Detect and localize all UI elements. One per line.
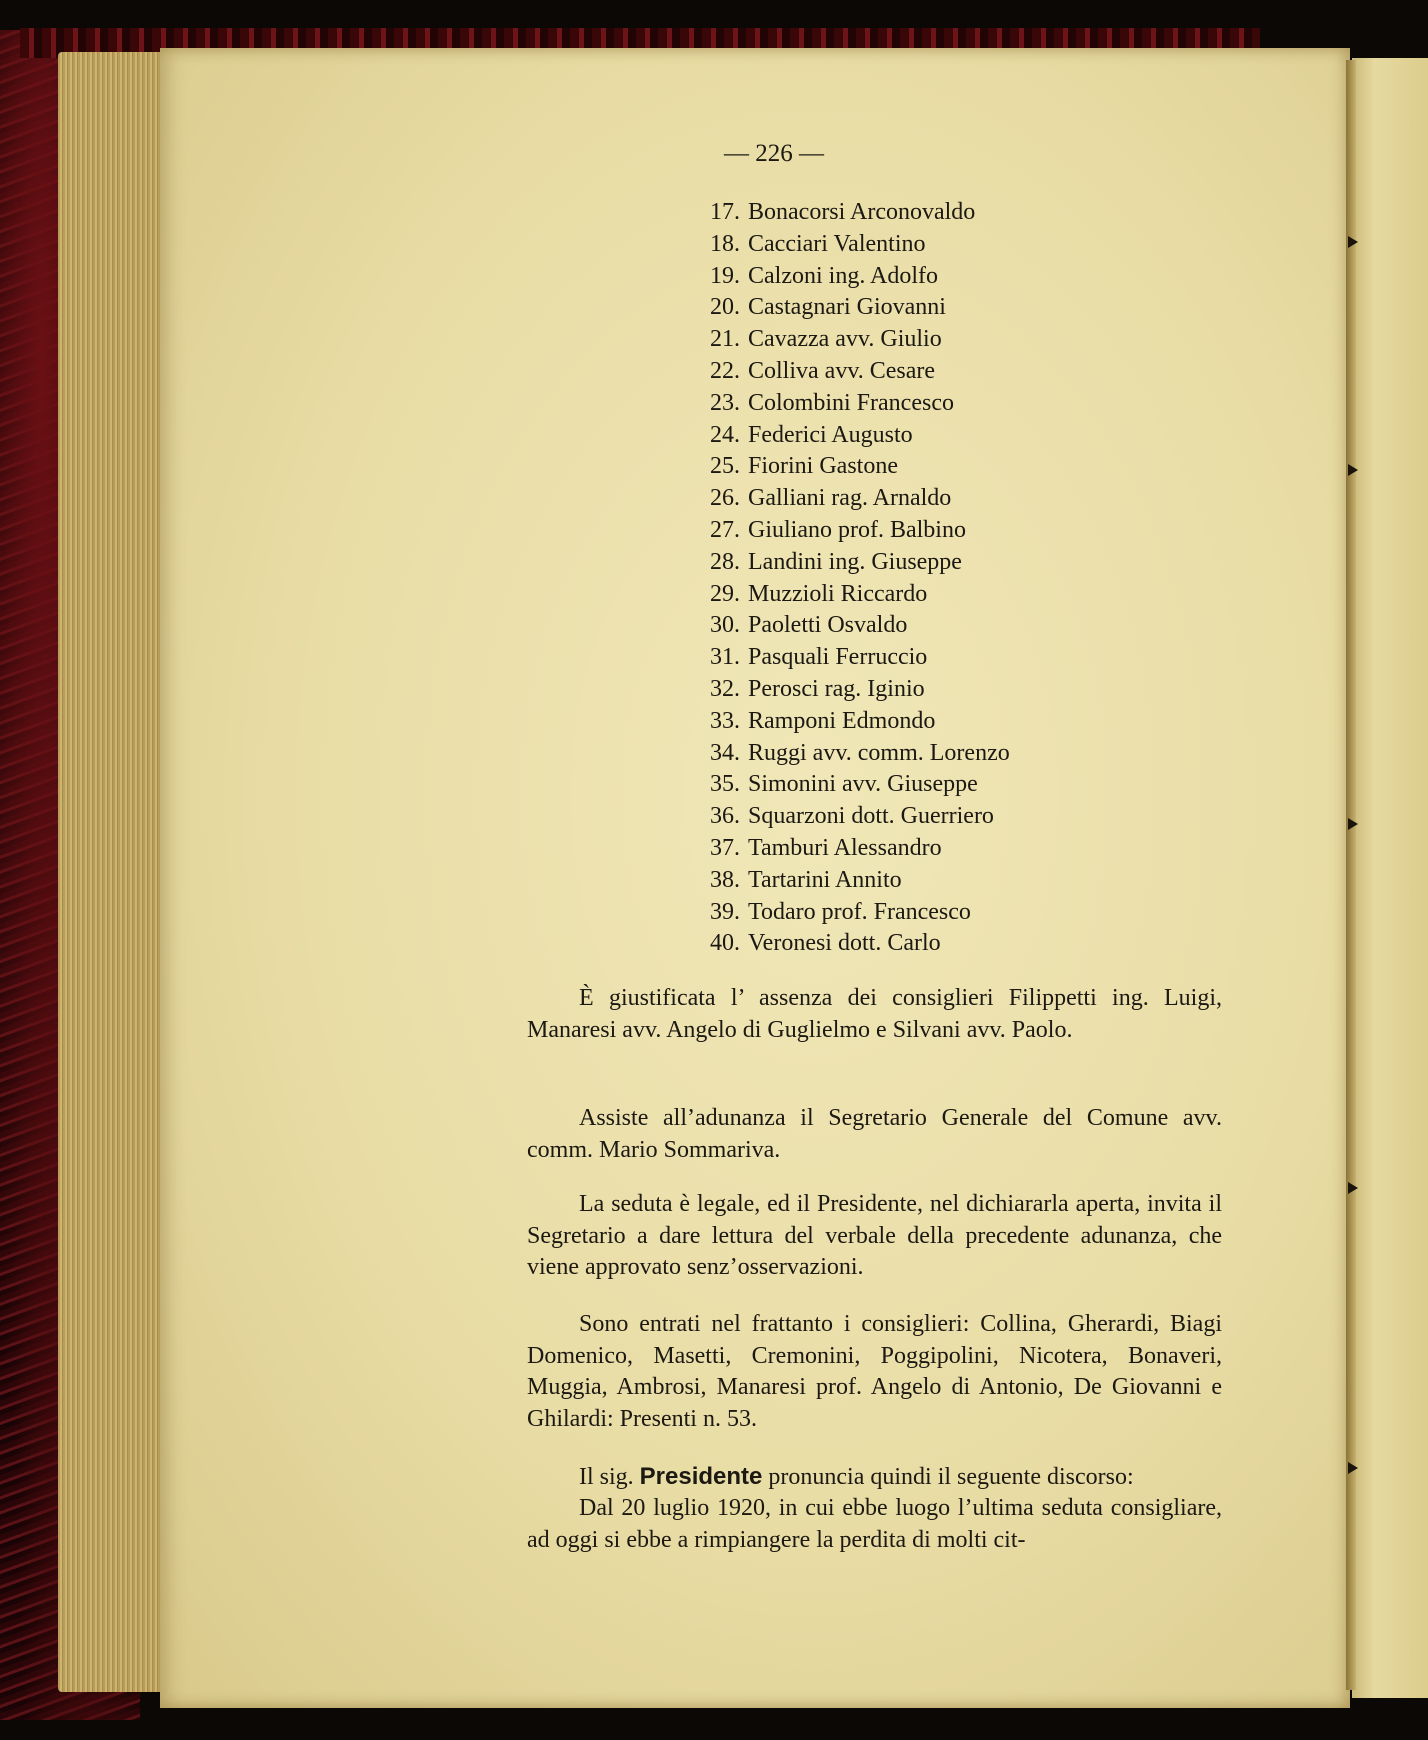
member-name: Colombini Francesco bbox=[748, 389, 954, 416]
entered-paragraph: Sono entrati nel frattanto i consiglieri: Collina, Gherardi, Biagi Domenico, Masetti, Cremonini, Poggipolini, Nicotera, Bonaveri, Muggia, Ambrosi, Manaresi prof. Angelo di Antonio, De Giovanni e Ghilardi: Presenti n. 53. bbox=[527, 1311, 1222, 1432]
member-item bbox=[690, 769, 1010, 801]
member-name: Landini ing. Giuseppe bbox=[748, 548, 962, 575]
member-name: Federici Augusto bbox=[748, 421, 913, 448]
member-number: 19. bbox=[710, 262, 740, 289]
member-item bbox=[690, 579, 1010, 611]
member-item bbox=[690, 292, 1010, 324]
page-tab-marker bbox=[1348, 236, 1358, 248]
member-name: Squarzoni dott. Guerriero bbox=[748, 803, 994, 830]
member-number: 17. bbox=[710, 199, 740, 225]
member-number: 35. bbox=[710, 771, 740, 798]
member-name: Ruggi avv. comm. Lorenzo bbox=[748, 739, 1010, 766]
speech-intro-post: pronuncia quindi il seguente discorso: bbox=[768, 1464, 1134, 1490]
member-item bbox=[690, 738, 1010, 770]
member-number: 27. bbox=[710, 516, 740, 543]
member-name: Bonacorsi Arconovaldo bbox=[748, 199, 976, 225]
secretary-paragraph: Assiste all’adunanza il Segretario Generale del Comune avv. comm. Mario Sommariva. bbox=[527, 1105, 1222, 1163]
member-name: Perosci rag. Iginio bbox=[748, 675, 925, 702]
member-name: Simonini avv. Giuseppe bbox=[748, 771, 978, 798]
member-number: 34. bbox=[710, 739, 740, 766]
member-name: Pasquali Ferruccio bbox=[748, 644, 928, 671]
member-name: Todaro prof. Francesco bbox=[748, 898, 971, 925]
council-members-list bbox=[690, 197, 1010, 960]
member-name: Veronesi dott. Carlo bbox=[748, 930, 941, 957]
member-name: Calzoni ing. Adolfo bbox=[748, 262, 938, 289]
member-number: 20. bbox=[710, 294, 740, 321]
member-item bbox=[690, 801, 1010, 833]
member-item bbox=[690, 515, 1010, 547]
member-item bbox=[690, 356, 1010, 388]
member-item bbox=[690, 420, 1010, 452]
page-number: — 226 — bbox=[724, 140, 824, 167]
member-item bbox=[690, 642, 1010, 674]
member-item bbox=[690, 483, 1010, 515]
next-page-edge bbox=[1352, 58, 1428, 1698]
member-name: Colliva avv. Cesare bbox=[748, 357, 936, 384]
member-number: 30. bbox=[710, 612, 740, 639]
member-name: Giuliano prof. Balbino bbox=[748, 516, 966, 543]
member-item bbox=[690, 897, 1010, 929]
member-item bbox=[690, 324, 1010, 356]
page-gutter bbox=[1346, 60, 1356, 1690]
page-tab-marker bbox=[1348, 818, 1358, 830]
member-number: 37. bbox=[710, 834, 740, 861]
member-name: Ramponi Edmondo bbox=[748, 707, 936, 734]
member-item bbox=[690, 833, 1010, 865]
member-number: 29. bbox=[710, 580, 740, 607]
member-name: Castagnari Giovanni bbox=[748, 294, 946, 321]
member-item bbox=[690, 229, 1010, 261]
member-name: Fiorini Gastone bbox=[748, 453, 898, 480]
member-name: Cacciari Valentino bbox=[748, 230, 926, 257]
page-tab-marker bbox=[1348, 464, 1358, 476]
member-number: 38. bbox=[710, 866, 740, 893]
member-number: 25. bbox=[710, 453, 740, 480]
page-tab-marker bbox=[1348, 1462, 1358, 1474]
page-tab-marker bbox=[1348, 1182, 1358, 1194]
member-number: 23. bbox=[710, 389, 740, 416]
member-name: Tartarini Annito bbox=[748, 866, 902, 893]
member-number: 18. bbox=[710, 230, 740, 257]
absence-paragraph: È giustificata l’ assenza dei consiglieri Filippetti ing. Luigi, Manaresi avv. Angelo di Guglielmo e Silvani avv. Paolo. bbox=[527, 985, 1222, 1043]
speech-intro-pre: Il sig. bbox=[579, 1464, 634, 1490]
member-name: Paoletti Osvaldo bbox=[748, 612, 908, 639]
member-number: 22. bbox=[710, 357, 740, 384]
member-item bbox=[690, 865, 1010, 897]
member-item bbox=[690, 674, 1010, 706]
speech-intro-paragraph bbox=[527, 1461, 1222, 1494]
member-number: 24. bbox=[710, 421, 740, 448]
session-paragraph: La seduta è legale, ed il Presidente, nel dichiararla aperta, invita il Segretario a dare lettura del verbale della precedente adunanza, che viene approvato senz’osservazioni. bbox=[527, 1191, 1222, 1280]
member-item bbox=[690, 706, 1010, 738]
member-item bbox=[690, 197, 1010, 229]
member-item bbox=[690, 928, 1010, 960]
member-name: Tamburi Alessandro bbox=[748, 834, 942, 861]
member-number: 36. bbox=[710, 803, 740, 830]
member-number: 39. bbox=[710, 898, 740, 925]
member-name: Galliani rag. Arnaldo bbox=[748, 485, 952, 512]
member-number: 32. bbox=[710, 675, 740, 702]
member-item bbox=[690, 610, 1010, 642]
member-number: 28. bbox=[710, 548, 740, 575]
member-name: Cavazza avv. Giulio bbox=[748, 326, 942, 353]
page-edges bbox=[58, 52, 168, 1692]
member-number: 21. bbox=[710, 326, 740, 353]
member-name: Muzzioli Riccardo bbox=[748, 580, 928, 607]
member-item bbox=[690, 261, 1010, 293]
member-number: 31. bbox=[710, 644, 740, 671]
member-item bbox=[690, 388, 1010, 420]
member-number: 26. bbox=[710, 485, 740, 512]
member-number: 33. bbox=[710, 707, 740, 734]
speech-start-paragraph: Dal 20 luglio 1920, in cui ebbe luogo l’ultima seduta consigliare, ad oggi si ebbe a rimpiangere la perdita di molti cit- bbox=[527, 1495, 1222, 1553]
member-item bbox=[690, 547, 1010, 579]
member-item bbox=[690, 451, 1010, 483]
speech-intro-speaker: Presidente bbox=[639, 1463, 763, 1490]
member-number: 40. bbox=[710, 930, 740, 957]
